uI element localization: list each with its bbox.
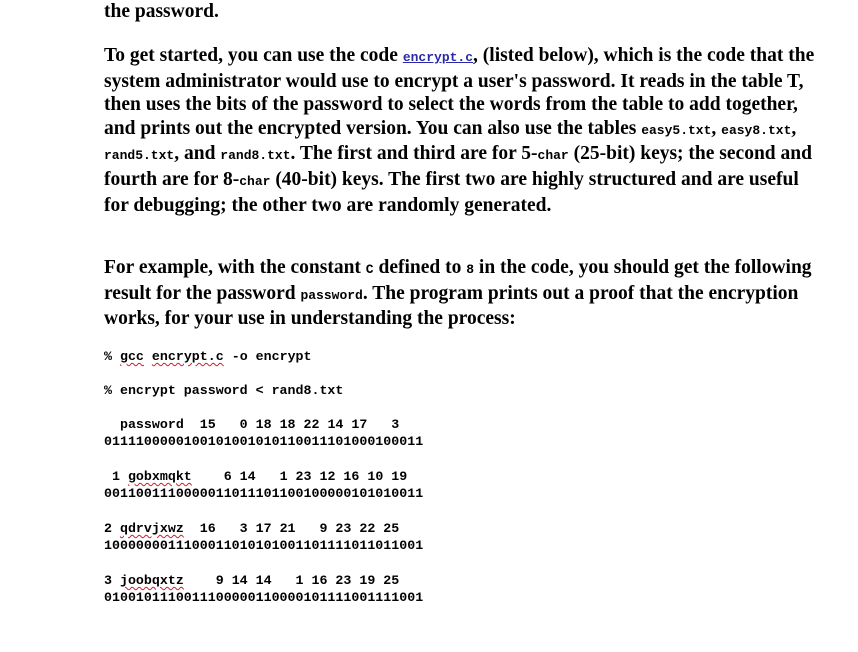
constant-value: 8: [466, 262, 475, 277]
p2-text-2: defined to: [373, 257, 467, 278]
space: [144, 349, 152, 364]
p2-text-3: in the code, you should get the following result for the password: [104, 257, 812, 304]
entry-index: 1: [104, 469, 128, 484]
source-file: encrypt.c: [151, 349, 224, 364]
p1-text-3: . The first and third are for 5-: [290, 143, 538, 165]
prompt-symbol: %: [104, 349, 120, 364]
command-run: % encrypt password < rand8.txt: [104, 383, 344, 398]
entry-index: 3: [104, 573, 120, 588]
p1-text-1: To get started, you can use the code: [104, 45, 403, 66]
p1-sep-3: , and: [174, 143, 221, 165]
entry-bits: 1000000011100011010101001101111011011001: [104, 538, 424, 553]
char-keyword-1: char: [537, 148, 569, 164]
encrypt-c-link[interactable]: encrypt.c: [402, 50, 474, 65]
entry-numbers: 9 14 14 1 16 23 19 25: [183, 573, 400, 588]
entry-header: [104, 468, 407, 485]
char-keyword-2: char: [239, 173, 271, 189]
entry-index: 2: [104, 521, 120, 536]
password-keyword: password: [300, 287, 363, 303]
compile-args: -o encrypt: [223, 349, 312, 364]
entry-bits: 0100101110011100000110000101111001111001: [104, 590, 424, 605]
file-easy5: easy5.txt: [641, 122, 712, 138]
entry-header: [104, 572, 399, 589]
entry-bits: 0011001110000011011101100100000101010011: [104, 486, 424, 501]
gcc-word: gcc: [119, 349, 144, 364]
paragraph-example: [104, 256, 820, 331]
entry-word: gobxmqkt: [127, 469, 192, 484]
file-easy8: easy8.txt: [721, 122, 792, 138]
entry-numbers: 15 0 18 18 22 14 17 3: [183, 417, 400, 432]
entry-header: [104, 416, 399, 433]
entry-numbers: 6 14 1 23 12 16 10 19: [191, 469, 408, 484]
constant-c: C: [365, 262, 374, 277]
p1-text-4: (25-bit) keys; the second and fourth are for 8-: [104, 143, 812, 190]
file-rand8: rand8.txt: [220, 148, 291, 164]
p1-sep-1: ,: [711, 117, 722, 139]
entry-word: joobqxtz: [119, 573, 184, 588]
p2-text-4: . The program prints out a proof that the encryption works, for your use in understanding the process:: [104, 282, 799, 330]
p2-text-1: For example, with the constant: [104, 257, 366, 278]
entry-header: [104, 520, 399, 537]
p1-text-5: (40-bit) keys. The first two are highly structured and are useful for debugging; the other two are randomly generated.: [104, 168, 799, 216]
entry-index: [104, 417, 120, 432]
intro-tail: the password.: [104, 1, 219, 22]
paragraph-getting-started: [104, 44, 820, 217]
entry-word: qdrvjxwz: [119, 521, 184, 536]
entry-numbers: 16 3 17 21 9 23 22 25: [183, 521, 400, 536]
p1-text-2: , (listed below), which is the code that the system administrator would use to encrypt a user's password. It reads in the table T, then uses the bits of the password to select the words from the table to add together, and prints out the encrypted version. You can also use the tables: [104, 45, 815, 139]
entry-bits: 0111100000100101001010110011101000100011: [104, 434, 424, 449]
command-compile: [104, 348, 312, 365]
p1-sep-2: ,: [791, 117, 797, 139]
entry-word: password: [119, 417, 184, 432]
file-rand5: rand5.txt: [104, 148, 175, 164]
